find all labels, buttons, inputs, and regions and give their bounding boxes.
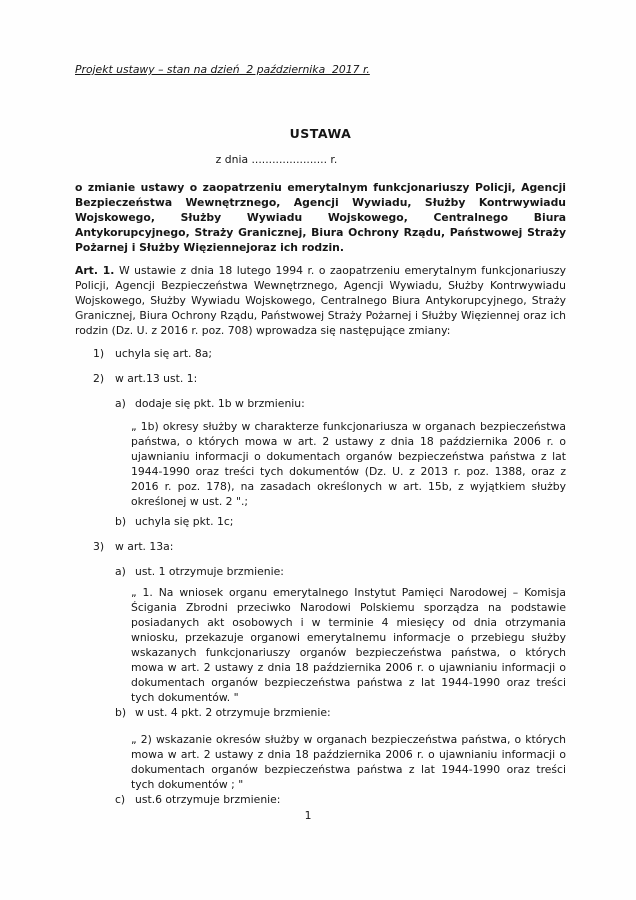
list-item-2 xyxy=(75,371,566,386)
list-item-3b-marker: b) xyxy=(115,706,127,719)
list-item-3b xyxy=(75,705,566,720)
article-1-label: Art. 1. xyxy=(75,264,115,277)
date-placeholder-line: z dnia ...................... r. xyxy=(215,153,338,166)
list-item-2-marker: 2) xyxy=(93,372,105,385)
list-item-1 xyxy=(75,346,566,361)
article-1-text: W ustawie z dnia 18 lutego 1994 r. o zaopatrzeniu emerytalnym funkcjonariuszy Policji, Agencji Bezpieczeństwa Wewnętrznego, Agencji Wywiadu, Służby Kontrwywiadu Wojskowego, Służby Wywiadu Wojskowego, Centralnego Biura Antykorupcyjnego, Straży Granicznej, Biura Ochrony Rządu, Państwowej Straży Pożarnej i Służby Więziennej oraz ich rodzin (Dz. U. z 2016 r. poz. 708) wprowadza się następujące zmiany: xyxy=(75,264,566,337)
list-item-3-marker: 3) xyxy=(93,540,105,553)
quoted-provision-1b: „ 1b) okresy służby w charakterze funkcjonariusza w organach bezpieczeństwa państwa, o których mowa w art. 2 ustawy z dnia 18 października 2006 r. o ujawnianiu informacji o dokumentach organów bezpieczeństwa państwa z lat 1944-1990 oraz treści tych dokumentów (Dz. U. z 2013 r. poz. 1388, oraz z 2016 r. poz. 178), na zasadach określonych w art. 15b, z wyjątkiem służby określonej w ust. 2 ".; xyxy=(131,420,566,508)
list-item-2a xyxy=(75,396,566,411)
list-item-3c-text: ust.6 otrzymuje brzmienie: xyxy=(135,793,281,806)
list-item-2a-marker: a) xyxy=(115,397,126,410)
quoted-provision-pkt2: „ 2) wskazanie okresów służby w organach bezpieczeństwa państwa, o których mowa w art. 2 ustawy z dnia 18 października 2006 r. o ujawnianiu informacji o dokumentach organów bezpieczeństwa państwa z lat 1944-1990 oraz treści tych dokumentów ; " xyxy=(131,733,566,791)
list-item-3a xyxy=(75,564,566,579)
list-item-3a-marker: a) xyxy=(115,565,126,578)
list-item-3b-text: w ust. 4 pkt. 2 otrzymuje brzmienie: xyxy=(135,706,331,719)
list-item-3 xyxy=(75,539,566,554)
list-item-3-text: w art. 13a: xyxy=(115,540,174,553)
law-title: USTAWA xyxy=(289,126,352,141)
list-item-2-text: w art.13 ust. 1: xyxy=(115,372,198,385)
list-item-3c-marker: c) xyxy=(115,793,126,806)
draft-status-note xyxy=(75,62,566,77)
law-subject-paragraph: o zmianie ustawy o zaopatrzeniu emerytalnym funkcjonariuszy Policji, Agencji Bezpieczeństwa Wewnętrznego, Agencji Wywiadu, Służby Kontrwywiadu Wojskowego, Służby Wywiadu Wojskowego, Centralnego Biura Antykorupcyjnego, Straży Granicznej, Biura Ochrony Rządu, Państwowej Straży Pożarnej i Służby Więziennejoraz ich rodzin. xyxy=(75,181,566,254)
draft-status-text: Projekt ustawy – stan na dzień 2 października 2017 r. xyxy=(75,63,370,76)
article-1-paragraph xyxy=(75,263,566,338)
list-item-3c xyxy=(75,792,566,807)
page-number: 1 xyxy=(304,809,312,822)
list-item-2b-text: uchyla się pkt. 1c; xyxy=(135,515,234,528)
list-item-2b-marker: b) xyxy=(115,515,127,528)
list-item-1-text: uchyla się art. 8a; xyxy=(115,347,213,360)
list-item-2a-text: dodaje się pkt. 1b w brzmieniu: xyxy=(135,397,305,410)
list-item-2b xyxy=(75,514,566,529)
list-item-1-marker: 1) xyxy=(93,347,105,360)
quoted-provision-ust1: „ 1. Na wniosek organu emerytalnego Instytut Pamięci Narodowej – Komisja Ścigania Zbrodni przeciwko Narodowi Polskiemu sporządza na podstawie posiadanych akt osobowych i w terminie 4 miesięcy od dnia otrzymania wniosku, przekazuje organowi emerytalnemu informacje o przebiegu służby wskazanych funkcjonariuszy organów bezpieczeństwa państwa, o których mowa w art. 2 ustawy z dnia 18 października 2006 r. o ujawnianiu informacji o dokumentach organów bezpieczeństwa państwa z lat 1944-1990 oraz treści tych dokumentów. " xyxy=(131,586,566,704)
list-item-3a-text: ust. 1 otrzymuje brzmienie: xyxy=(135,565,284,578)
